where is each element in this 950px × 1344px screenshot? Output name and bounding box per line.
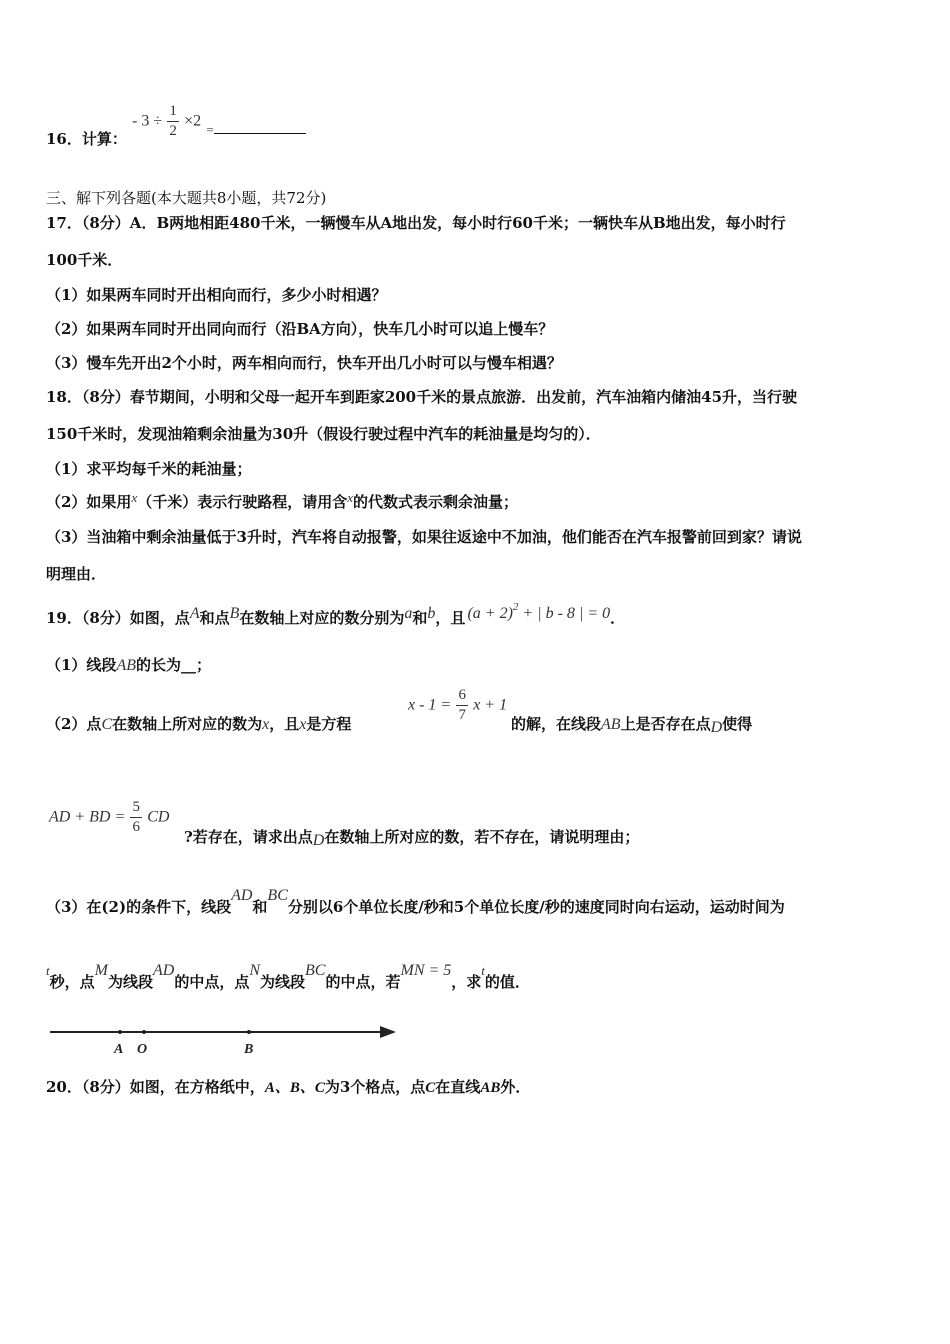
q20-text-c: 在直线 xyxy=(435,1078,481,1096)
q19-eq-fraction xyxy=(456,688,468,723)
q20-points-ABC: A、B、C xyxy=(264,1080,325,1096)
q19-p2-C: C xyxy=(101,716,113,733)
q19-p3-text-j: 的值． xyxy=(484,973,530,991)
section3-title: 三、解下列各题(本大题共8小题，共72分) xyxy=(46,189,327,207)
q19-part3-line1 xyxy=(46,887,785,917)
axis-label-A: A xyxy=(114,1042,124,1056)
q19-point-B: B xyxy=(229,605,240,622)
q19-p3-N: N xyxy=(249,962,260,979)
q16-answer-blank xyxy=(214,121,306,134)
q16-expression xyxy=(132,104,306,139)
q20-text-a: 20．（8分）如图，在方格纸中， xyxy=(46,1078,265,1096)
q19-text-c: 在数轴上对应的数分别为 xyxy=(239,609,405,627)
q19-cond-base: (a + 2) xyxy=(467,605,513,622)
q19-p3-MN: MN = 5 xyxy=(400,962,452,979)
q19-p1-text-a: （1）线段 xyxy=(46,656,117,674)
q18-part3-line2: 明理由． xyxy=(46,565,107,583)
q19-p2-text-f: 上是否存在点 xyxy=(620,715,711,733)
q19-p2-x: x xyxy=(262,716,270,733)
q18-p2-var-x: x xyxy=(131,490,138,505)
q19-eq-den: 7 xyxy=(458,707,466,723)
axis-label-B: B xyxy=(244,1042,254,1056)
q19-part1 xyxy=(46,654,211,675)
q19-ad-right: CD xyxy=(147,808,170,826)
q19-p2-text-g: 使得 xyxy=(722,715,753,733)
q19-p3-AD2: AD xyxy=(152,962,175,979)
q17-part1: （1）如果两车同时开出相向而行，多少小时相遇？ xyxy=(46,286,387,304)
q19-condition xyxy=(467,601,611,622)
q19-p2-text-b: 在数轴上所对应的数为 xyxy=(112,715,263,733)
q19-var-a: a xyxy=(404,605,413,622)
tick-B xyxy=(247,1030,251,1034)
q19-text-b: 和点 xyxy=(199,609,230,627)
number-line-figure xyxy=(44,1020,404,1056)
q19-ad-fraction xyxy=(130,800,142,835)
q19-p3-text-a: （3）在(2)的条件下，线段 xyxy=(46,898,232,916)
q19-ad-left: AD + BD = xyxy=(49,808,126,826)
q19-p3-text-f: 的中点，点 xyxy=(174,973,250,991)
q19-ad-text-b: 在数轴上所对应的数，若不存在，请说明理由； xyxy=(324,828,640,846)
q19-p3-AD: AD xyxy=(231,887,253,904)
q19-eq-left: x - 1 = xyxy=(408,696,452,714)
tick-A xyxy=(118,1030,122,1034)
q19-p3-BC2: BC xyxy=(305,962,326,979)
q19-cond-tail: + | b - 8 | = 0 xyxy=(518,605,611,622)
q19-p3-text-i: ，求 xyxy=(451,973,482,991)
axis-label-O: O xyxy=(137,1042,148,1056)
q19-text-a: 19．（8分）如图，点 xyxy=(46,609,190,627)
q19-p3-BC: BC xyxy=(267,887,288,904)
q19-p1-text-b: 的长为__； xyxy=(135,656,211,674)
q19-ad-text xyxy=(184,826,639,847)
q19-p2-text-d: 是方程 xyxy=(306,715,352,733)
q20-point-C: C xyxy=(425,1080,436,1096)
q20-line-AB: AB xyxy=(480,1080,501,1096)
q19-ad-condition xyxy=(49,800,169,835)
q16-expr-lead: - 3 ÷ xyxy=(132,112,163,130)
tick-O xyxy=(142,1030,146,1034)
q19-p2-text-e: 的解，在线段 xyxy=(511,715,602,733)
q17-part2: （2）如果两车同时开出同向而行（沿BA方向），快车几小时可以追上慢车？ xyxy=(46,320,554,338)
q19-ad-text-a: ?若存在，请求出点 xyxy=(184,828,313,846)
q18-part1: （1）求平均每千米的耗油量； xyxy=(46,460,252,478)
q19-ad-D: D xyxy=(312,832,325,849)
q18-p2-var-x2: x xyxy=(347,490,354,505)
q19-p3-text-b: 和 xyxy=(252,898,268,916)
q16-line xyxy=(46,128,127,149)
q19-ad-den: 6 xyxy=(132,819,140,835)
q19-text-e: ，且 xyxy=(435,609,466,627)
q19-p3-t: t xyxy=(46,963,50,978)
q16-fraction xyxy=(167,104,179,139)
q17-line2: 100千米． xyxy=(46,251,123,269)
q19-p3-text-e: 为线段 xyxy=(107,973,153,991)
q19-eq-right: x + 1 xyxy=(473,696,508,714)
q16-label: 16．计算： xyxy=(46,130,127,148)
q20-line xyxy=(46,1076,530,1097)
q18-p2-text-c: 的代数式表示剩余油量； xyxy=(353,493,519,511)
q20-text-d: 外． xyxy=(500,1078,531,1096)
q19-ad-num: 5 xyxy=(130,800,142,818)
q19-p2-text-a: （2）点 xyxy=(46,715,102,733)
q19-p2-x2: x xyxy=(299,716,307,733)
q19-part2-cont xyxy=(511,713,752,734)
q18-p2-text-a: （2）如果用 xyxy=(46,493,132,511)
q17-line1: 17．（8分）A．B两地相距480千米，一辆慢车从A地出发，每小时行60千米；一辆快车从B地出发，每小时行 xyxy=(46,214,786,232)
q19-eq-num: 6 xyxy=(456,688,468,706)
q19-var-b: b xyxy=(427,605,436,622)
q20-text-b: 为3个格点，点 xyxy=(324,1078,426,1096)
q16-expr-tail: ×2 xyxy=(184,112,202,130)
q16-eq: = xyxy=(206,121,214,137)
q18-line1: 18．（8分）春节期间，小明和父母一起开车到距家200千米的景点旅游．出发前，汽车油箱内储油45升，当行驶 xyxy=(46,388,798,406)
q19-p2-text-c: ，且 xyxy=(269,715,300,733)
q19-p3-M: M xyxy=(94,962,108,979)
q19-part3-line2 xyxy=(46,962,530,992)
q19-part2 xyxy=(46,713,351,734)
q19-text-end: ． xyxy=(610,609,626,627)
q19-p1-AB: AB xyxy=(116,657,136,674)
q19-p3-text-g: 为线段 xyxy=(260,973,306,991)
q19-p3-text-c: 分别以6个单位长度/秒和5个单位长度/秒的速度同时向右运动，运动时间为 xyxy=(287,898,785,916)
q19-equation xyxy=(408,688,507,723)
q19-p2-AB: AB xyxy=(601,716,621,733)
q18-line2: 150千米时，发现油箱剩余油量为30升（假设行驶过程中汽车的耗油量是均匀的）． xyxy=(46,425,601,443)
q19-line1 xyxy=(46,601,626,628)
number-line-arrow xyxy=(380,1026,396,1038)
q19-p3-text-h: 的中点，若 xyxy=(325,973,401,991)
q18-part3-line1: （3）当油箱中剩余油量低于3升时，汽车将自动报警，如果往返途中不加油，他们能否在汽车报警前回到家？请说 xyxy=(46,528,802,546)
q19-text-d: 和 xyxy=(412,609,428,627)
q16-frac-num: 1 xyxy=(167,104,179,122)
q17-part3: （3）慢车先开出2个小时，两车相向而行，快车开出几小时可以与慢车相遇？ xyxy=(46,354,562,372)
q19-p3-text-d: 秒，点 xyxy=(49,973,95,991)
q19-p3-t2: t xyxy=(481,963,485,978)
q18-p2-text-b: （千米）表示行驶路程，请用含 xyxy=(137,493,348,511)
q16-frac-den: 2 xyxy=(169,123,177,139)
q19-point-A: A xyxy=(189,605,200,622)
q19-cond-exponent: 2 xyxy=(512,601,519,613)
q19-p2-D: D xyxy=(710,719,723,736)
q18-part2 xyxy=(46,491,518,512)
